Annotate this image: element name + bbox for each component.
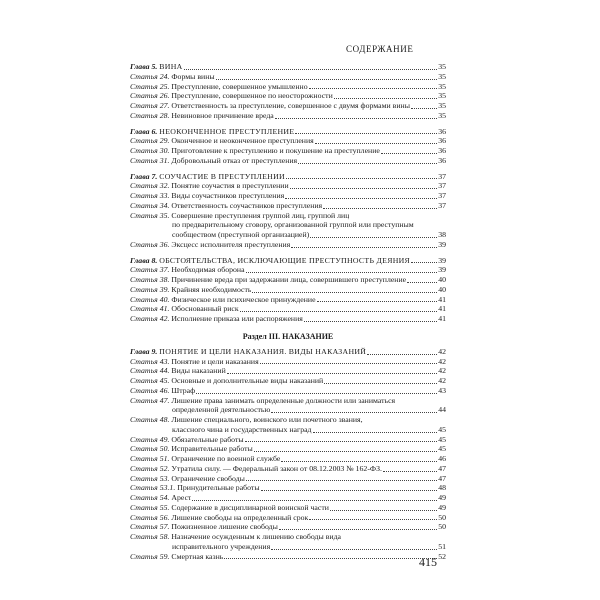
toc-continuation-line: [130, 425, 446, 435]
toc-article-entry: [130, 304, 446, 314]
article-label: Статья 38.: [130, 275, 170, 284]
continuation-text: по предварительному сговору, организованной группой или преступным: [172, 220, 414, 230]
page-ref: 41: [438, 314, 446, 323]
continuation-text: классного чина и государственных наград: [172, 424, 312, 434]
dot-leader: [271, 412, 437, 413]
article-title: Эксцесс исполнителя преступления: [171, 239, 291, 249]
toc-article-entry: [130, 483, 446, 493]
toc-article-entry: [130, 181, 446, 191]
dot-leader: [323, 208, 437, 209]
page-ref: 35: [438, 101, 446, 110]
article-title: Причинение вреда при задержании лица, совершившего преступление: [171, 275, 407, 284]
page-ref: 42: [438, 356, 446, 366]
toc-section: [130, 62, 446, 121]
article-title: Принудительные работы: [177, 483, 260, 493]
page-ref: 39: [438, 255, 446, 265]
toc-chapter-entry: [130, 127, 446, 137]
chapter-label: Глава 8.: [130, 255, 158, 265]
dot-leader: [216, 79, 438, 80]
page-ref: 45: [438, 444, 446, 454]
page-ref: 39: [438, 239, 446, 249]
dot-leader: [313, 432, 438, 433]
dot-leader: [261, 490, 438, 491]
dot-leader: [240, 311, 438, 312]
toc-article-entry: [130, 72, 446, 82]
toc-continuation-line: [130, 230, 446, 240]
dot-leader: [330, 510, 437, 511]
dot-leader: [275, 118, 437, 119]
page-ref: 35: [438, 62, 446, 71]
page-ref: 36: [438, 155, 446, 165]
article-label: Статья 53.1.: [130, 483, 176, 493]
article-label: Статья 45.: [130, 376, 170, 385]
page-ref: 39: [438, 265, 446, 275]
page-ref: 47: [438, 473, 446, 483]
article-label: Статья 31.: [130, 155, 170, 165]
page-ref: 47: [438, 463, 446, 473]
article-label: Статья 33.: [130, 191, 170, 200]
toc-article-entry: [130, 156, 446, 166]
article-title: Исполнение приказа или распоряжения: [171, 314, 303, 323]
article-label: Статья 41.: [130, 304, 170, 314]
article-label: Статья 32.: [130, 181, 170, 191]
article-title: Виды соучастников преступления: [171, 191, 285, 200]
toc-article-entry: [130, 474, 446, 484]
page-ref: 37: [438, 191, 446, 200]
dot-leader: [298, 163, 437, 164]
page-ref: 35: [438, 81, 446, 91]
page-ref: 40: [438, 284, 446, 294]
toc-article-entry: [130, 386, 446, 396]
toc-article-entry: [130, 275, 446, 285]
toc-article-entry: [130, 366, 446, 376]
page-ref: 42: [438, 376, 446, 385]
page-ref: 35: [438, 91, 446, 101]
article-label: Статья 59.: [130, 551, 170, 561]
article-title: Смертная казнь: [171, 551, 224, 561]
dot-leader: [279, 529, 437, 530]
toc-article-entry: [130, 552, 446, 562]
toc-article-entry: [130, 503, 446, 513]
article-label: Статья 47.: [130, 395, 170, 405]
page-ref: 51: [438, 541, 446, 551]
toc-article-entry: [130, 91, 446, 101]
article-label: Статья 40.: [130, 294, 170, 304]
article-label: Статья 34.: [130, 200, 170, 210]
dot-leader: [334, 98, 437, 99]
article-title: Утратила силу. — Федеральный закон от 08.12.2003 № 162-ФЗ.: [171, 463, 382, 473]
page-ref: 48: [438, 483, 446, 493]
page-ref: 37: [438, 200, 446, 210]
dot-leader: [290, 188, 438, 189]
chapter-title: ВИНА: [159, 62, 183, 71]
page-ref: 46: [438, 454, 446, 463]
page-ref: 36: [438, 126, 446, 136]
page-ref: 45: [438, 424, 446, 434]
article-title: Обоснованный риск: [171, 304, 239, 314]
dot-leader: [271, 549, 437, 550]
article-label: Статья 35.: [130, 210, 170, 220]
continuation-text: исправительного учреждения: [172, 541, 271, 551]
continuation-text: определенной деятельностью: [172, 405, 271, 415]
article-label: Статья 28.: [130, 110, 170, 120]
toc-article-entry: [130, 493, 446, 503]
page-ref: 43: [438, 385, 446, 395]
page-ref: 42: [438, 366, 446, 376]
toc-article-entry: [130, 532, 446, 542]
dot-leader: [291, 247, 437, 248]
article-title: Преступление, совершенное по неосторожности: [171, 91, 333, 101]
dot-leader: [411, 108, 437, 109]
dot-leader: [411, 262, 437, 263]
article-title: Приготовление к преступлению и покушение на преступление: [171, 146, 380, 155]
table-of-contents: [130, 58, 446, 561]
toc-article-entry: [130, 211, 446, 221]
toc-article-entry: [130, 522, 446, 532]
dot-leader: [227, 373, 437, 374]
dot-leader: [309, 88, 438, 89]
toc-article-entry: [130, 136, 446, 146]
article-label: Статья 26.: [130, 91, 170, 101]
article-label: Статья 57.: [130, 522, 170, 532]
page-ref: 49: [438, 502, 446, 512]
dot-leader: [407, 282, 437, 283]
article-label: Статья 37.: [130, 265, 170, 275]
article-label: Статья 52.: [130, 463, 170, 473]
chapter-label: Глава 7.: [130, 171, 158, 181]
toc-article-entry: [130, 146, 446, 156]
article-title: Ограничение по военной службе: [171, 454, 281, 463]
article-label: Статья 27.: [130, 101, 170, 110]
page-ref: 40: [438, 275, 446, 284]
article-title: Преступление, совершенное умышленно: [171, 81, 308, 91]
chapter-title: НЕОКОНЧЕННОЕ ПРЕСТУПЛЕНИЕ: [159, 126, 295, 136]
dot-leader: [245, 441, 438, 442]
article-title: Совершение преступления группой лиц, группой лиц: [171, 210, 350, 220]
article-title: Основные и дополнительные виды наказаний: [171, 376, 324, 385]
chapter-label: Глава 5.: [130, 62, 158, 71]
toc-article-entry: [130, 295, 446, 305]
article-title: Невиновное причинение вреда: [171, 110, 274, 120]
dot-leader: [285, 198, 437, 199]
article-label: Статья 30.: [130, 146, 170, 155]
article-label: Статья 48.: [130, 415, 170, 424]
toc-article-entry: [130, 435, 446, 445]
dot-leader: [315, 143, 437, 144]
dot-leader: [192, 500, 437, 501]
toc-chapter-entry: [130, 62, 446, 72]
article-label: Статья 42.: [130, 314, 170, 323]
toc-continuation-line: [130, 542, 446, 552]
page-ref: 37: [438, 171, 446, 181]
page-ref: 45: [438, 434, 446, 444]
chapter-title: ПОНЯТИЕ И ЦЕЛИ НАКАЗАНИЯ. ВИДЫ НАКАЗАНИЙ: [159, 346, 367, 356]
article-label: Статья 54.: [130, 493, 170, 502]
page-ref: 41: [438, 294, 446, 304]
chapter-title: СОУЧАСТИЕ В ПРЕСТУПЛЕНИИ: [159, 171, 285, 181]
article-label: Статья 46.: [130, 385, 170, 395]
continuation-text: сообществом (преступной организацией): [172, 230, 310, 239]
page-ref: 44: [438, 405, 446, 415]
toc-article-entry: [130, 265, 446, 275]
toc-chapter-entry: [130, 256, 446, 266]
article-title: Формы вины: [171, 71, 215, 81]
article-title: Ограничение свободы: [171, 473, 245, 483]
dot-leader: [304, 321, 437, 322]
page-ref: 35: [438, 110, 446, 120]
toc-article-entry: [130, 415, 446, 425]
dot-leader: [252, 292, 437, 293]
article-title: Арест: [171, 493, 192, 502]
page-ref: 52: [438, 551, 446, 561]
toc-article-entry: [130, 376, 446, 386]
part-heading: Раздел III. НАКАЗАНИЕ: [242, 331, 334, 341]
toc-article-entry: [130, 357, 446, 367]
dot-leader: [254, 451, 437, 452]
dot-leader: [295, 133, 437, 134]
article-title: Штраф: [171, 385, 196, 395]
article-title: Понятие и цели наказания: [171, 356, 259, 366]
chapter-title: ОБСТОЯТЕЛЬСТВА, ИСКЛЮЧАЮЩИЕ ПРЕСТУПНОСТЬ ДЕЯНИЯ: [159, 255, 411, 265]
page-ref: 36: [438, 146, 446, 155]
toc-article-entry: [130, 464, 446, 474]
article-title: Обязательные работы: [171, 434, 244, 444]
chapter-label: Глава 9.: [130, 346, 158, 356]
running-header: СОДЕРЖАНИЕ: [346, 44, 414, 54]
article-label: Статья 25.: [130, 81, 170, 91]
dot-leader: [367, 354, 437, 355]
dot-leader: [381, 153, 437, 154]
page-ref: 36: [438, 136, 446, 146]
dot-leader: [246, 480, 437, 481]
dot-leader: [281, 461, 437, 462]
article-label: Статья 50.: [130, 444, 170, 454]
toc-article-entry: [130, 240, 446, 250]
toc-article-entry: [130, 285, 446, 295]
toc-article-entry: [130, 513, 446, 523]
article-label: Статья 44.: [130, 366, 170, 376]
toc-section: [130, 127, 446, 166]
chapter-label: Глава 6.: [130, 126, 158, 136]
page-ref: 41: [438, 304, 446, 314]
article-label: Статья 51.: [130, 454, 170, 463]
article-title: Пожизненное лишение свободы: [171, 522, 278, 532]
article-title: Назначение осужденным к лишению свободы вида: [171, 532, 341, 541]
article-label: Статья 24.: [130, 71, 170, 81]
article-title: Добровольный отказ от преступления: [171, 155, 298, 165]
article-title: Необходимая оборона: [171, 265, 245, 275]
toc-chapter-entry: [130, 347, 446, 357]
toc-article-entry: [130, 454, 446, 464]
article-title: Исправительные работы: [171, 444, 253, 454]
article-label: Статья 53.: [130, 473, 170, 483]
toc-article-entry: [130, 314, 446, 324]
article-label: Статья 39.: [130, 284, 170, 294]
dot-leader: [286, 178, 437, 179]
toc-section: [130, 172, 446, 250]
page-ref: 35: [438, 71, 446, 81]
article-title: Виды наказаний: [171, 366, 226, 376]
toc-article-entry: [130, 396, 446, 406]
dot-leader: [196, 393, 437, 394]
dot-leader: [184, 69, 438, 70]
article-title: Ответственность за преступление, совершенное с двумя формами вины: [171, 101, 410, 110]
dot-leader: [317, 301, 438, 302]
article-title: Лишение свободы на определенный срок: [171, 512, 309, 522]
page-ref: 50: [438, 512, 446, 522]
dot-leader: [383, 471, 437, 472]
dot-leader: [324, 383, 437, 384]
page-ref: 37: [438, 181, 446, 191]
article-title: Ответственность соучастников преступления: [171, 200, 323, 210]
dot-leader: [310, 237, 437, 238]
toc-article-entry: [130, 201, 446, 211]
toc-continuation-line: [130, 220, 446, 230]
toc-section: [130, 347, 446, 562]
page-number: 415: [419, 555, 437, 569]
article-title: Содержание в дисциплинарной воинской части: [171, 502, 329, 512]
toc-article-entry: [130, 82, 446, 92]
article-label: Статья 55.: [130, 502, 170, 512]
dot-leader: [260, 363, 438, 364]
page-ref: 50: [438, 522, 446, 532]
page-ref: 49: [438, 493, 446, 502]
article-title: Понятие соучастия в преступлении: [171, 181, 289, 191]
article-title: Физическое или психическое принуждение: [171, 294, 316, 304]
article-label: Статья 43.: [130, 356, 170, 366]
article-label: Статья 36.: [130, 239, 170, 249]
article-label: Статья 56.: [130, 512, 170, 522]
dot-leader: [224, 558, 437, 559]
article-label: Статья 58.: [130, 532, 170, 541]
dot-leader: [309, 519, 437, 520]
toc-article-entry: [130, 444, 446, 454]
page-ref: 42: [438, 346, 446, 356]
toc-article-entry: [130, 111, 446, 121]
article-title: Лишение права занимать определенные должности или заниматься: [171, 395, 396, 405]
article-label: Статья 49.: [130, 434, 170, 444]
page-ref: 38: [438, 230, 446, 239]
toc-continuation-line: [130, 405, 446, 415]
article-title: Лишение специального, воинского или почетного звания,: [171, 415, 363, 424]
toc-section: [130, 256, 446, 324]
article-label: Статья 29.: [130, 136, 170, 146]
toc-article-entry: [130, 101, 446, 111]
toc-chapter-entry: [130, 172, 446, 182]
dot-leader: [246, 272, 438, 273]
toc-article-entry: [130, 191, 446, 201]
article-title: Крайняя необходимость: [171, 284, 252, 294]
article-title: Оконченное и неоконченное преступления: [171, 136, 314, 146]
